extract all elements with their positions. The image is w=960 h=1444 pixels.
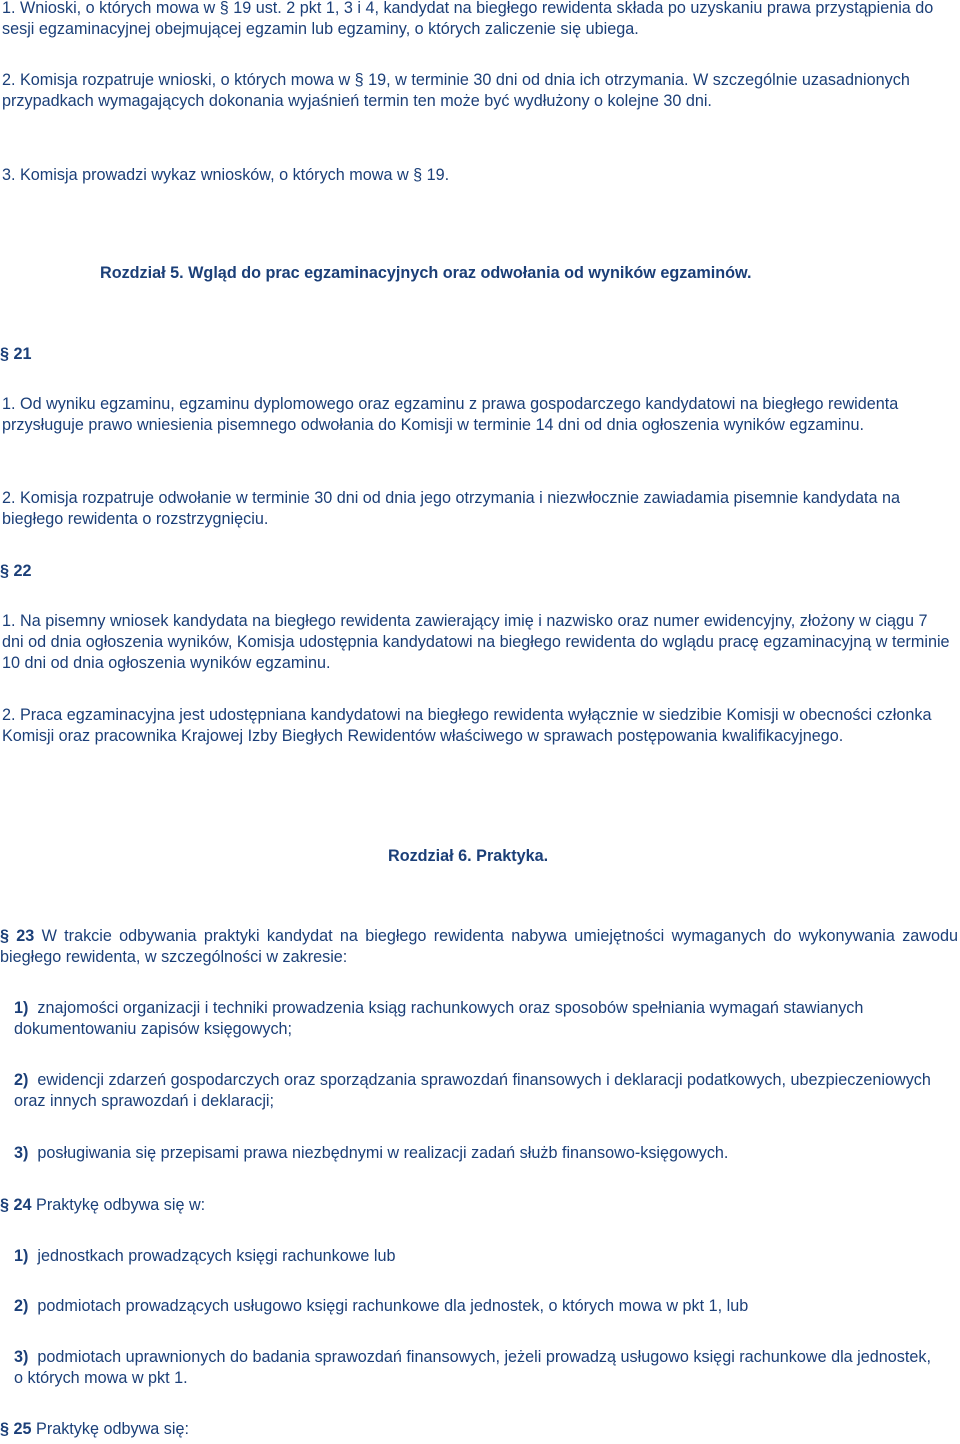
section-23-heading: § 23: [0, 927, 35, 945]
section-23-item-3: [14, 1143, 934, 1164]
section-23-item-1: [14, 998, 934, 1040]
section-24: [0, 1195, 948, 1216]
item-text: jednostkach prowadzących księgi rachunkowe lub: [37, 1247, 396, 1265]
section-24-item-2: [14, 1296, 934, 1317]
section-25-intro: Praktykę odbywa się:: [36, 1420, 189, 1438]
section-21-paragraph-2: 2. Komisja rozpatruje odwołanie w terminie 30 dni od dnia jego otrzymania i niezwłocznie zawiadamia pisemnie kandydata na biegłego rewidenta o rozstrzygnięciu.: [2, 489, 900, 528]
item-label: 1): [14, 1247, 29, 1265]
section-25: [0, 1419, 948, 1440]
section-24-heading: § 24: [0, 1196, 32, 1214]
section-24-intro: Praktykę odbywa się w:: [36, 1196, 206, 1214]
section-22-paragraph-1: 1. Na pisemny wniosek kandydata na biegłego rewidenta zawierający imię i nazwisko oraz numer ewidencyjny, złożony w ciągu 7 dni od dnia ogłoszenia wyników, Komisja udostępnia kandydatowi na biegłego rewidenta do wglądu pracę egzaminacyjną w terminie 10 dni od dnia ogłoszenia wyników egzaminu.: [2, 612, 950, 672]
item-label: 3): [14, 1144, 29, 1162]
item-label: 1): [14, 999, 29, 1017]
item-label: 2): [14, 1297, 29, 1315]
item-label: 2): [14, 1071, 29, 1089]
item-label: 3): [14, 1348, 29, 1366]
item-text: podmiotach uprawnionych do badania sprawozdań finansowych, jeżeli prowadzą usługowo księgi rachunkowe dla jednostek, o których mowa w pkt 1.: [14, 1348, 931, 1387]
chapter-6-title: Rozdział 6. Praktyka.: [388, 847, 549, 865]
section-25-heading: § 25: [0, 1420, 32, 1438]
section-22-paragraph-2: 2. Praca egzaminacyjna jest udostępniana kandydatowi na biegłego rewidenta wyłącznie w siedzibie Komisji w obecności członka Komisji oraz pracownika Krajowej Izby Biegłych Rewidentów właściwego w sprawach postępowania kwalifikacyjnego.: [2, 706, 932, 745]
item-text: ewidencji zdarzeń gospodarczych oraz sporządzania sprawozdań finansowych i deklaracji podatkowych, ubezpieczeniowych oraz innych sprawozdań i deklaracji;: [14, 1071, 931, 1110]
section-23: [0, 926, 958, 968]
paragraph-1: 1. Wnioski, o których mowa w § 19 ust. 2 pkt 1, 3 i 4, kandydat na biegłego rewidenta składa po uzyskaniu prawa przystąpienia do sesji egzaminacyjnej obejmującej egzamin lub egzaminy, o których zaliczenie się ubiega.: [2, 0, 934, 38]
section-21-heading: § 21: [0, 345, 32, 363]
section-23-intro: W trakcie odbywania praktyki kandydat na biegłego rewidenta nabywa umiejętności wymaganych do wykonywania zawodu biegłego rewidenta, w szczególności w zakresie:: [0, 927, 958, 966]
item-text: znajomości organizacji i techniki prowadzenia ksiąg rachunkowych oraz sposobów spełniania wymagań stawianych dokumentowaniu zapisów księgowych;: [14, 999, 864, 1038]
section-24-item-3: [14, 1347, 934, 1389]
section-24-item-1: [14, 1246, 934, 1267]
chapter-5-title: Rozdział 5. Wgląd do prac egzaminacyjnych oraz odwołania od wyników egzaminów.: [100, 264, 752, 282]
section-23-item-2: [14, 1070, 934, 1112]
item-text: posługiwania się przepisami prawa niezbędnymi w realizacji zadań służb finansowo-księgowych.: [37, 1144, 729, 1162]
item-text: podmiotach prowadzących usługowo księgi rachunkowe dla jednostek, o których mowa w pkt 1, lub: [37, 1297, 749, 1315]
paragraph-3: 3. Komisja prowadzi wykaz wniosków, o których mowa w § 19.: [2, 166, 450, 184]
section-21-paragraph-1: 1. Od wyniku egzaminu, egzaminu dyplomowego oraz egzaminu z prawa gospodarczego kandydatowi na biegłego rewidenta przysługuje prawo wniesienia pisemnego odwołania do Komisji w terminie 14 dni od dnia ogłoszenia wyników egzaminu.: [2, 395, 899, 434]
section-22-heading: § 22: [0, 562, 32, 580]
paragraph-2: 2. Komisja rozpatruje wnioski, o których mowa w § 19, w terminie 30 dni od dnia ich otrzymania. W szczególnie uzasadnionych przypadkach wymagających dokonania wyjaśnień termin ten może być wydłużony o kolejne 30 dni.: [2, 71, 910, 110]
